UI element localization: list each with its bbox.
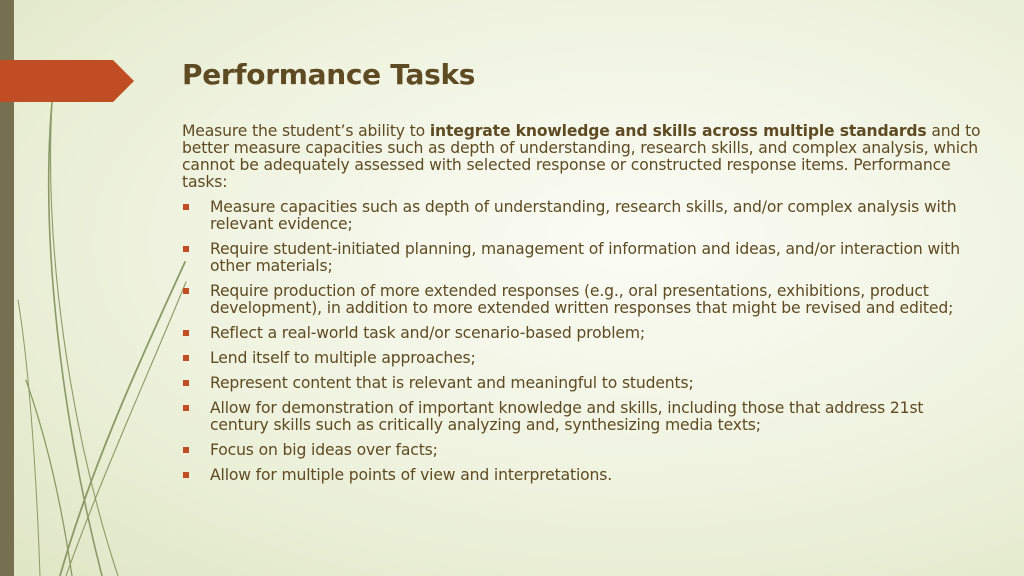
intro-bold-text: integrate knowledge and skills across multiple standards [429, 122, 927, 140]
bullet-item [182, 325, 982, 342]
square-bullet-icon [183, 380, 189, 386]
bullet-text: Represent content that is relevant and meaningful to students; [210, 374, 694, 392]
bullet-item [182, 375, 982, 392]
square-bullet-icon [183, 204, 189, 210]
bullet-text: Allow for multiple points of view and interpretations. [210, 466, 613, 484]
title-arrow-shape [0, 60, 134, 102]
bullet-text: Lend itself to multiple approaches; [210, 349, 476, 367]
square-bullet-icon [183, 355, 189, 361]
square-bullet-icon [183, 472, 189, 478]
bullet-list [182, 199, 982, 484]
bullet-text: Require student-initiated planning, management of information and ideas, and/or interaction with other materials; [210, 240, 960, 275]
slide-title: Performance Tasks [182, 58, 476, 91]
bullet-item [182, 400, 982, 434]
bullet-item [182, 283, 982, 317]
bullet-text: Require production of more extended responses (e.g., oral presentations, exhibitions, product development), in addition to more extended written responses that might be revised and edited; [210, 282, 954, 317]
bullet-item [182, 199, 982, 233]
square-bullet-icon [183, 288, 189, 294]
bullet-text: Focus on big ideas over facts; [210, 441, 438, 459]
square-bullet-icon [183, 246, 189, 252]
intro-text-end: and to better measure capacities such as depth of understanding, research skills, and complex analysis, which cannot be adequately assessed with selected response or constructed response items. Performance tasks: [182, 122, 981, 191]
square-bullet-icon [183, 330, 189, 336]
intro-paragraph [182, 123, 982, 191]
bullet-item [182, 442, 982, 459]
bullet-text: Measure capacities such as depth of understanding, research skills, and/or complex analysis with relevant evidence; [210, 198, 957, 233]
intro-text-start: Measure the student’s ability to [182, 122, 430, 140]
bullet-item [182, 350, 982, 367]
bullet-text: Reflect a real-world task and/or scenario-based problem; [210, 324, 645, 342]
square-bullet-icon [183, 447, 189, 453]
bullet-item [182, 241, 982, 275]
slide-body [182, 123, 982, 492]
bullet-text: Allow for demonstration of important knowledge and skills, including those that address 21st century skills such as critically analyzing and, synthesizing media texts; [210, 399, 924, 434]
bullet-item [182, 467, 982, 484]
square-bullet-icon [183, 405, 189, 411]
